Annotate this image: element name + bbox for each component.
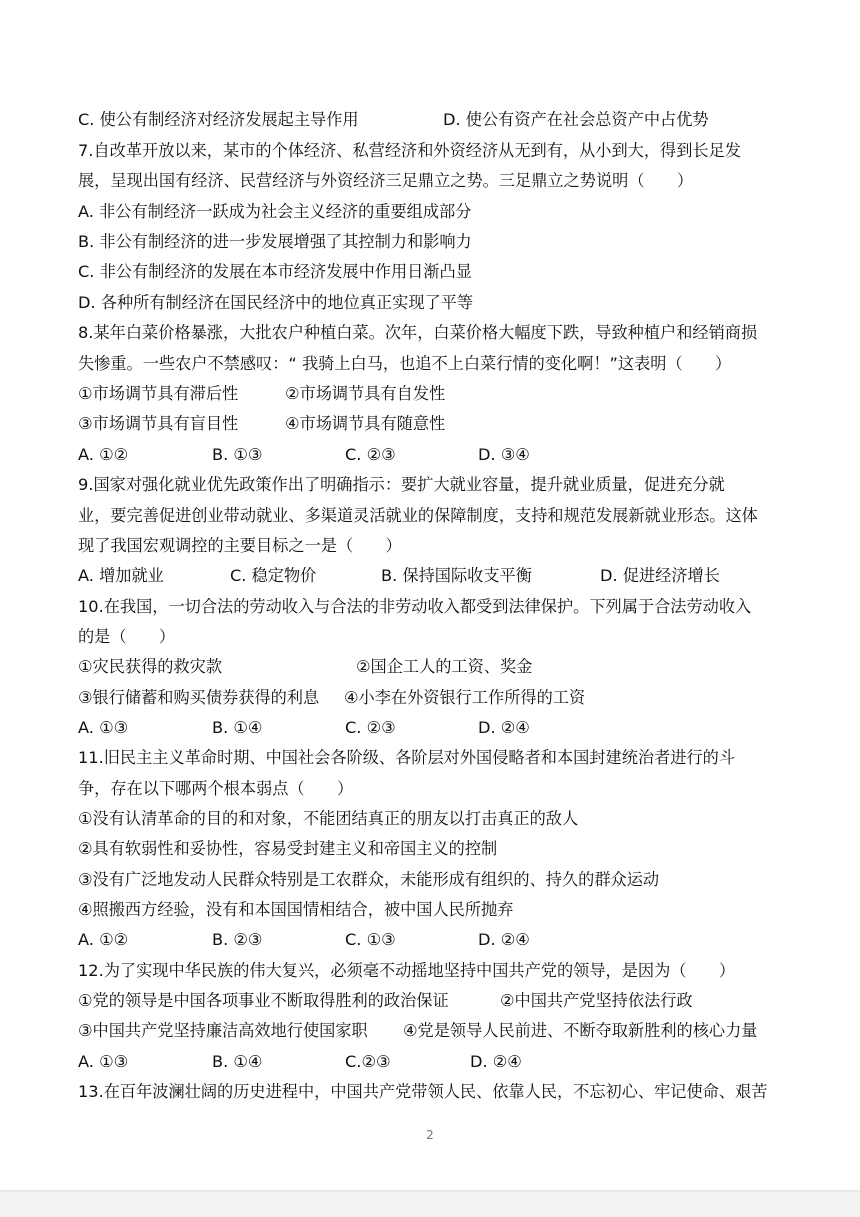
q8-stem-line-2: 失惨重。一些农户不禁感叹：“ 我骑上白马，也追不上白菜行情的变化啊！”这表明（ ） [78,354,732,373]
q12-statement-1: ①党的领导是中国各项事业不断取得胜利的政治保证 [78,991,449,1010]
q10-statement-1: ①灾民获得的救灾款 [78,657,223,676]
q11-stem-line-1: 11.旧民主主义革命时期、中国社会各阶级、各阶层对外国侵略者和本国封建统治者进行的斗 [78,748,736,767]
q8-option-a: A. ①② [78,445,129,464]
q9-stem-line-2: 业，要完善促进创业带动就业、多渠道灵活就业的保障制度，支持和规范发展新就业形态。这体 [78,506,758,525]
q9-option-b: B. 保持国际收支平衡 [381,566,532,585]
q7-stem-line-1: 7.自改革开放以来，某市的个体经济、私营经济和外资经济从无到有，从小到大，得到长足发 [78,141,741,160]
q8-option-c: C. ②③ [345,445,396,464]
q9-stem-line-1: 9.国家对强化就业优先政策作出了明确指示：要扩大就业容量，提升就业质量，促进充分就 [78,475,725,494]
q10-statement-4: ④小李在外资银行工作所得的工资 [344,688,586,707]
q10-statement-3: ③银行储蓄和购买债券获得的利息 [78,688,320,707]
q9-option-c: C. 稳定物价 [230,566,317,585]
q8-statement-3: ③市场调节具有盲目性 [78,414,239,433]
q6-option-c: C. 使公有制经济对经济发展起主导作用 [78,110,359,129]
q7-option-d: D. 各种所有制经济在国民经济中的地位真正实现了平等 [78,293,474,312]
q12-option-d: D. ②④ [470,1052,522,1071]
q12-option-a: A. ①③ [78,1052,129,1071]
q12-statement-3: ③中国共产党坚持廉洁高效地行使国家职 [78,1021,368,1040]
q7-option-b: B. 非公有制经济的进一步发展增强了其控制力和影响力 [78,232,472,251]
q10-statement-2: ②国企工人的工资、奖金 [356,657,533,676]
q12-statement-2: ②中国共产党坚持依法行政 [500,991,693,1010]
q10-option-a: A. ①③ [78,718,129,737]
q13-stem-line-1: 13.在百年波澜壮阔的历史进程中，中国共产党带领人民、依靠人民，不忘初心、牢记使命、艰苦 [78,1082,768,1101]
q10-stem-line-1: 10.在我国，一切合法的劳动收入与合法的非劳动收入都受到法律保护。下列属于合法劳动收入 [78,597,752,616]
q11-option-d: D. ②④ [478,930,530,949]
q9-stem-line-3: 现了我国宏观调控的主要目标之一是（ ） [78,536,402,555]
q11-option-b: B. ②③ [212,930,263,949]
q11-statement-2: ②具有软弱性和妥协性，容易受封建主义和帝国主义的控制 [78,839,498,858]
q12-option-b: B. ①④ [212,1052,263,1071]
q11-option-c: C. ①③ [345,930,396,949]
q12-stem-line-1: 12.为了实现中华民族的伟大复兴，必须毫不动摇地坚持中国共产党的领导，是因为（ ） [78,961,736,980]
q9-option-a: A. 增加就业 [78,566,164,585]
q8-statement-4: ④市场调节具有随意性 [285,414,446,433]
q10-stem-line-2: 的是（ ） [78,627,176,646]
q7-stem-line-2: 展，呈现出国有经济、民营经济与外资经济三足鼎立之势。三足鼎立之势说明（ ） [78,171,694,190]
q8-option-d: D. ③④ [478,445,530,464]
q11-statement-3: ③没有广泛地发动人民群众特别是工农群众，未能形成有组织的、持久的群众运动 [78,870,660,889]
q9-option-d: D. 促进经济增长 [600,566,720,585]
q10-option-b: B. ①④ [212,718,263,737]
page-number: 2 [426,1128,434,1142]
q8-option-b: B. ①③ [212,445,263,464]
q8-statement-2: ②市场调节具有自发性 [285,384,446,403]
q7-option-a: A. 非公有制经济一跃成为社会主义经济的重要组成部分 [78,202,472,221]
q11-option-a: A. ①② [78,930,129,949]
q11-statement-1: ①没有认清革命的目的和对象，不能团结真正的朋友以打击真正的敌人 [78,809,579,828]
q8-statement-1: ①市场调节具有滞后性 [78,384,239,403]
q8-stem-line-1: 8.某年白菜价格暴涨，大批农户种植白菜。次年，白菜价格大幅度下跌，导致种植户和经销商损 [78,323,758,342]
q12-option-c: C.②③ [345,1052,391,1071]
q10-option-d: D. ②④ [478,718,530,737]
q12-statement-4: ④党是领导人民前进、不断夺取新胜利的核心力量 [403,1021,758,1040]
q11-statement-4: ④照搬西方经验，没有和本国国情相结合，被中国人民所抛弃 [78,900,514,919]
q7-option-c: C. 非公有制经济的发展在本市经济发展中作用日渐凸显 [78,262,472,281]
q6-option-d: D. 使公有资产在社会总资产中占优势 [443,110,709,129]
q11-stem-line-2: 争，存在以下哪两个根本弱点（ ） [78,779,354,798]
q10-option-c: C. ②③ [345,718,396,737]
